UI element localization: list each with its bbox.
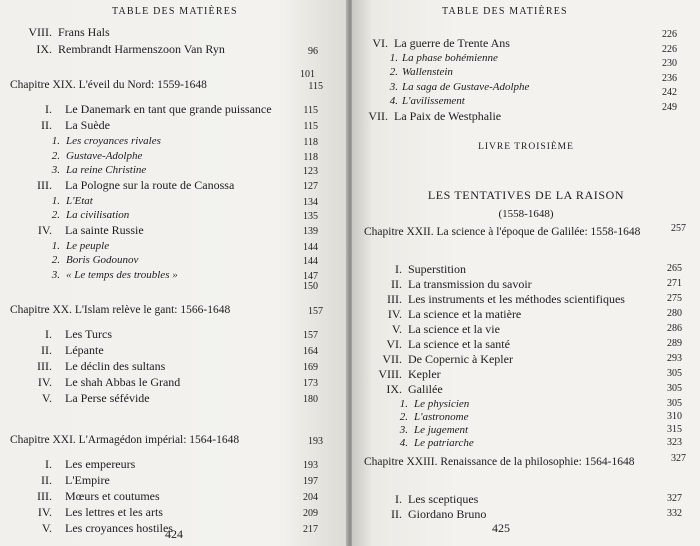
page-ref: 226 (662, 43, 677, 55)
entry-label: L'avilissement (402, 95, 465, 107)
page-ref: 275 (667, 293, 682, 304)
entry-label: Le jugement (414, 424, 469, 436)
page-ref: 180 (303, 394, 318, 405)
page-ref: 157 (308, 306, 323, 317)
page-ref: 226 (662, 29, 677, 40)
page-ref: 257 (671, 223, 686, 234)
entry-number: 3. (51, 164, 60, 176)
entry-label: La science et la matière (408, 307, 522, 321)
entry-number: IV. (37, 222, 52, 237)
entry-number: IX. (36, 42, 52, 56)
entry-label: La Suède (65, 118, 110, 132)
page-ref: 310 (667, 411, 682, 422)
entry-number: I. (395, 492, 402, 506)
page-ref: 327 (671, 453, 686, 464)
entry-number: 3. (399, 424, 408, 436)
entry-number: V. (41, 521, 52, 535)
page-ref: 118 (303, 151, 318, 163)
entry-number: V. (41, 391, 52, 405)
page-ref: 265 (667, 263, 682, 274)
entry-label: Les instruments et les méthodes scientifiques (408, 292, 625, 306)
entry-number: III. (37, 359, 52, 373)
page-ref: 323 (667, 437, 682, 448)
page-ref: 280 (667, 308, 682, 319)
entry-number: II. (391, 507, 402, 521)
entry-label: Giordano Bruno (408, 507, 487, 521)
left-header: TABLE DES MATIÈRES (112, 6, 238, 17)
entry-number: III. (37, 489, 52, 503)
right-page-number: 425 (492, 521, 510, 535)
page-ref: 217 (303, 524, 318, 535)
entry-number: 2. (51, 254, 60, 266)
entry-label: Les lettres et les arts (65, 505, 163, 519)
entry-label: Rembrandt Harmenszoon Van Ryn (58, 42, 225, 56)
entry-number: 1. (51, 135, 60, 147)
entry-label: La science et la vie (408, 322, 500, 336)
entry-label: L'Empire (65, 473, 110, 487)
page-ref: 305 (667, 383, 682, 394)
entry-number: VIII. (28, 25, 52, 39)
page-ref: 169 (303, 362, 318, 373)
entry-label: Les sceptiques (408, 492, 479, 506)
entry-label: Wallenstein (402, 66, 453, 78)
chapter-title: Chapitre XIX. L'éveil du Nord: 1559-1648 (10, 79, 207, 91)
page-ref: 271 (667, 278, 682, 289)
page-ref: 230 (662, 58, 677, 69)
entry-label: Les Turcs (65, 327, 113, 341)
entry-label: Le patriarche (414, 437, 474, 449)
entry-number: I. (45, 102, 52, 116)
page-ref: 305 (667, 368, 682, 379)
entry-number: VIII. (378, 367, 402, 381)
livre-heading: LIVRE TROISIÈME (478, 142, 574, 152)
entry-label: La phase bohémienne (402, 51, 498, 64)
entry-number: II. (391, 277, 402, 291)
entry-label: La sainte Russie (65, 222, 144, 237)
entry-number: 1. (51, 194, 60, 207)
left-page-number: 424 (165, 527, 183, 541)
page-ref: 332 (667, 508, 682, 519)
entry-number: 1. (389, 51, 398, 64)
entry-number: IV. (387, 307, 402, 321)
entry-number: I. (45, 327, 52, 341)
page-ref: 236 (662, 72, 677, 84)
entry-label: Gustave-Adolphe (66, 149, 143, 162)
page-ref: 173 (303, 378, 318, 389)
entry-number: III. (387, 292, 402, 306)
entry-number: I. (395, 262, 402, 276)
entry-label: Le shah Abbas le Grand (65, 375, 181, 389)
page-ref: 293 (667, 353, 682, 364)
entry-label: La transmission du savoir (408, 277, 532, 291)
entry-number: IX. (386, 382, 402, 396)
page-ref: 115 (308, 81, 323, 92)
page-ref: 139 (303, 225, 318, 237)
entry-label: Boris Godounov (66, 254, 139, 266)
page-ref: 101 (300, 69, 315, 80)
page-ref: 305 (667, 398, 682, 409)
page-ref: 164 (303, 346, 318, 357)
entry-label: La guerre de Trente Ans (394, 36, 510, 50)
entry-label: Le déclin des sultans (65, 359, 166, 373)
entry-label: Mœurs et coutumes (65, 489, 160, 503)
entry-number: 3. (51, 268, 60, 281)
chapter-title: Chapitre XXI. L'Armagédon impérial: 1564-1648 (10, 434, 240, 446)
entry-number: I. (45, 457, 52, 471)
chapter-title: Chapitre XXIII. Renaissance de la philosophie: 1564-1648 (364, 456, 635, 468)
entry-label: La science et la santé (408, 337, 510, 351)
entry-label: « Le temps des troubles » (66, 268, 178, 281)
page-ref: 242 (662, 87, 677, 98)
entry-label: La Perse séfévide (65, 391, 150, 405)
page-ref: 127 (303, 180, 318, 192)
chapter-title: Chapitre XXII. La science à l'époque de Galilée: 1558-1648 (364, 226, 641, 238)
entry-label: Le peuple (66, 239, 110, 252)
entry-label: Kepler (408, 367, 441, 381)
entry-label: Superstition (408, 262, 467, 276)
entry-number: VII. (382, 352, 402, 366)
entry-number: 4. (399, 437, 408, 449)
page-ref: 150 (303, 281, 318, 292)
entry-label: Les croyances rivales (66, 135, 161, 147)
page-ref: 197 (303, 476, 318, 487)
entry-label: L'astronome (414, 411, 469, 423)
entry-number: 2. (51, 209, 60, 221)
entry-number: II. (41, 343, 52, 357)
page-ref: 204 (303, 492, 318, 503)
entry-label: L'Etat (66, 194, 93, 207)
entry-number: 2. (399, 411, 408, 423)
entry-number: II. (41, 473, 52, 487)
entry-number: IV. (37, 505, 52, 519)
page-ref: 134 (303, 196, 318, 208)
entry-label: La reine Christine (66, 164, 147, 176)
page-ref: 327 (667, 493, 682, 504)
page-ref: 144 (303, 256, 318, 267)
page-ref: 123 (303, 166, 318, 177)
entry-number: 2. (389, 66, 398, 78)
entry-number: III. (37, 177, 52, 192)
page-ref: 315 (667, 424, 682, 435)
page-ref: 144 (303, 241, 318, 253)
page-ref: 96 (308, 46, 318, 57)
entry-label: La Paix de Westphalie (394, 108, 502, 123)
right-page (352, 0, 700, 546)
entry-number: II. (41, 118, 52, 132)
left-page (0, 0, 348, 546)
right-header: TABLE DES MATIÈRES (442, 6, 568, 17)
entry-number: 2. (51, 149, 60, 162)
page-ref: 115 (303, 105, 318, 116)
entry-label: La saga de Gustave-Adolphe (402, 80, 530, 93)
page-ref: 286 (667, 323, 682, 334)
page-ref: 289 (667, 338, 682, 349)
page-ref: 193 (308, 436, 323, 447)
entry-label: De Copernic à Kepler (408, 352, 513, 366)
entry-number: 3. (389, 80, 398, 93)
page-ref: 118 (303, 137, 318, 148)
entry-number: 1. (399, 398, 408, 410)
left-toc (0, 0, 348, 546)
chapter-title: Chapitre XX. L'Islam relève le gant: 1566-1648 (10, 304, 231, 316)
page-ref: 147 (303, 270, 318, 282)
entry-number: IV. (37, 375, 52, 389)
page-ref: 193 (303, 460, 318, 471)
entry-number: 4. (389, 95, 398, 107)
entry-label: Lépante (65, 343, 104, 357)
entry-label: Les empereurs (65, 457, 136, 471)
entry-label: Les croyances hostiles (65, 521, 173, 535)
entry-label: Galilée (408, 382, 443, 396)
part-title: LES TENTATIVES DE LA RAISON (427, 188, 625, 202)
part-dates: (1558-1648) (498, 208, 554, 220)
entry-number: VI. (386, 337, 402, 351)
entry-label: Le Danemark en tant que grande puissance (65, 102, 272, 116)
entry-number: VI. (372, 36, 388, 50)
page-ref: 209 (303, 508, 318, 519)
page-ref: 135 (303, 211, 318, 222)
entry-number: V. (391, 322, 402, 336)
entry-label: La Pologne sur la route de Canossa (65, 177, 235, 192)
page-ref: 249 (662, 101, 677, 113)
entry-label: La civilisation (66, 209, 130, 221)
entry-number: VII. (368, 108, 388, 123)
entry-label: Frans Hals (58, 25, 110, 39)
entry-number: 1. (51, 239, 60, 252)
page-ref: 115 (303, 121, 318, 132)
entry-label: Le physicien (414, 398, 470, 410)
page-ref: 157 (303, 330, 318, 341)
right-toc (352, 0, 700, 546)
